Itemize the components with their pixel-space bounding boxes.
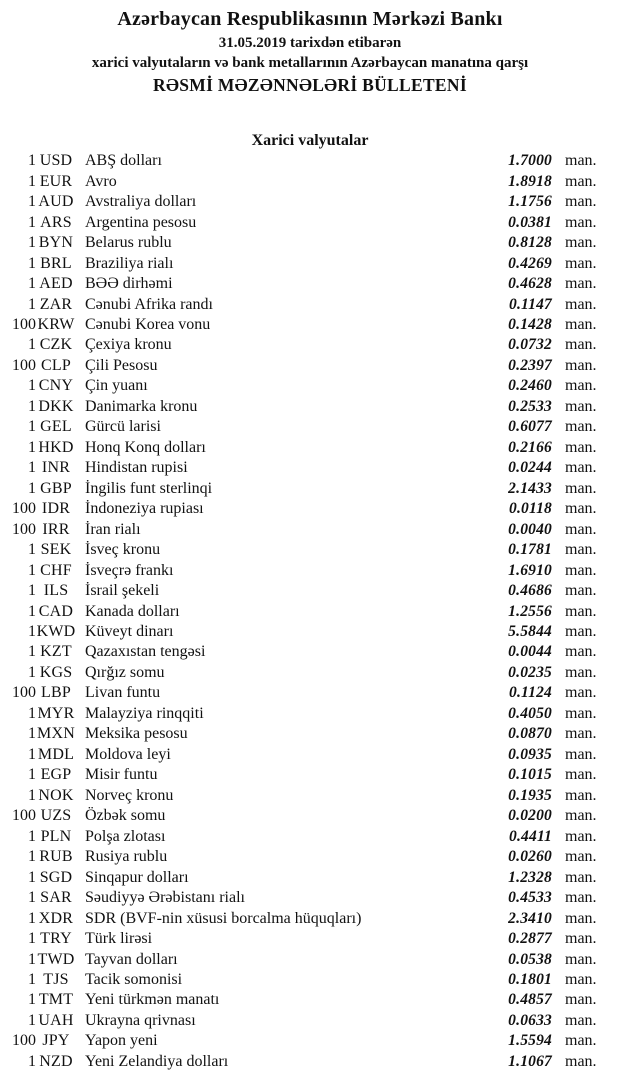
row-quantity: 1 xyxy=(28,889,36,907)
row-currency-name: Yapon yeni xyxy=(85,1032,158,1050)
row-currency-name: Avstraliya dolları xyxy=(85,193,197,211)
row-currency-code: UZS xyxy=(40,807,72,825)
row-rate-value: 2.1433 xyxy=(508,479,552,497)
row-currency-code: JPY xyxy=(42,1032,70,1050)
table-row xyxy=(0,151,613,171)
table-row xyxy=(0,212,613,232)
row-currency-code: DKK xyxy=(38,397,74,415)
row-unit-label: man. xyxy=(565,152,597,170)
row-currency-name: Malayziya rinqqiti xyxy=(85,704,204,722)
row-currency-code: RUB xyxy=(39,848,73,866)
table-row xyxy=(0,601,613,621)
section-title-foreign-currencies: Xarici valyutalar xyxy=(251,132,369,149)
row-rate-value: 1.1756 xyxy=(508,193,552,211)
row-unit-label: man. xyxy=(565,766,597,784)
row-currency-name: Livan funtu xyxy=(85,684,161,702)
row-rate-value: 0.1801 xyxy=(508,970,552,988)
row-currency-code: TRY xyxy=(40,930,72,948)
table-row xyxy=(0,315,613,335)
row-rate-value: 0.1015 xyxy=(508,766,552,784)
row-unit-label: man. xyxy=(565,254,597,272)
table-row xyxy=(0,581,613,601)
table-row xyxy=(0,458,613,478)
row-currency-name: Cənubi Korea vonu xyxy=(85,315,211,333)
row-currency-code: PLN xyxy=(40,827,72,845)
row-rate-value: 1.8918 xyxy=(508,172,552,190)
row-quantity: 1 xyxy=(28,950,36,968)
table-row xyxy=(0,192,613,212)
row-currency-name: Tacik somonisi xyxy=(85,970,183,988)
row-currency-code: GEL xyxy=(40,418,72,436)
row-rate-value: 0.4050 xyxy=(508,704,552,722)
row-currency-code: TJS xyxy=(43,970,69,988)
row-currency-code: KRW xyxy=(37,315,75,333)
row-currency-code: ARS xyxy=(40,213,72,231)
row-currency-name: Rusiya rublu xyxy=(85,848,168,866)
row-unit-label: man. xyxy=(565,336,597,354)
row-unit-label: man. xyxy=(565,970,597,988)
row-rate-value: 0.0870 xyxy=(508,725,552,743)
table-row xyxy=(0,356,613,376)
row-rate-value: 0.2460 xyxy=(508,377,552,395)
row-currency-name: Çili Pesosu xyxy=(85,356,158,374)
subject-line: xarici valyutaların və bank metallarının Azərbaycan manatına qarşı xyxy=(91,55,529,71)
row-quantity: 1 xyxy=(28,438,36,456)
row-unit-label: man. xyxy=(565,623,597,641)
row-unit-label: man. xyxy=(565,479,597,497)
row-currency-name: Ukrayna qrivnası xyxy=(85,1011,196,1029)
row-rate-value: 0.4411 xyxy=(509,827,552,845)
row-unit-label: man. xyxy=(565,663,597,681)
row-quantity: 1 xyxy=(28,377,36,395)
row-quantity: 1 xyxy=(28,623,36,641)
table-row xyxy=(0,683,613,703)
row-unit-label: man. xyxy=(565,848,597,866)
row-quantity: 100 xyxy=(12,684,36,702)
table-row xyxy=(0,1011,613,1031)
table-row xyxy=(0,274,613,294)
row-unit-label: man. xyxy=(565,704,597,722)
row-rate-value: 0.0244 xyxy=(508,459,552,477)
table-row xyxy=(0,540,613,560)
row-quantity: 1 xyxy=(28,704,36,722)
row-unit-label: man. xyxy=(565,889,597,907)
row-quantity: 1 xyxy=(28,172,36,190)
row-currency-code: CZK xyxy=(39,336,73,354)
row-quantity: 1 xyxy=(28,868,36,886)
table-row xyxy=(0,786,613,806)
row-rate-value: 0.0633 xyxy=(508,1011,552,1029)
row-unit-label: man. xyxy=(565,397,597,415)
table-row xyxy=(0,499,613,519)
row-currency-name: Braziliya rialı xyxy=(85,254,174,272)
table-row xyxy=(0,397,613,417)
row-quantity: 1 xyxy=(28,561,36,579)
row-rate-value: 0.0200 xyxy=(508,807,552,825)
row-currency-code: EUR xyxy=(39,172,73,190)
row-currency-name: BƏƏ dirhəmi xyxy=(85,275,173,293)
row-unit-label: man. xyxy=(565,213,597,231)
row-currency-name: İsveçrə frankı xyxy=(85,561,174,579)
table-row xyxy=(0,806,613,826)
row-currency-name: Honq Konq dolları xyxy=(85,438,206,456)
table-row xyxy=(0,438,613,458)
row-currency-code: BYN xyxy=(38,234,74,252)
row-currency-name: Moldova leyi xyxy=(85,745,171,763)
row-currency-name: Hindistan rupisi xyxy=(85,459,188,477)
row-quantity: 1 xyxy=(28,663,36,681)
table-row xyxy=(0,253,613,273)
row-rate-value: 0.8128 xyxy=(508,234,552,252)
row-unit-label: man. xyxy=(565,172,597,190)
row-unit-label: man. xyxy=(565,950,597,968)
row-quantity: 100 xyxy=(12,520,36,538)
row-currency-code: LBP xyxy=(41,684,71,702)
row-quantity: 1 xyxy=(28,725,36,743)
row-unit-label: man. xyxy=(565,275,597,293)
row-unit-label: man. xyxy=(565,807,597,825)
row-currency-name: İran rialı xyxy=(85,520,141,538)
row-currency-code: UAH xyxy=(38,1011,74,1029)
row-currency-name: İndoneziya rupiası xyxy=(85,500,204,518)
row-currency-name: İsveç kronu xyxy=(85,541,161,559)
row-quantity: 1 xyxy=(28,786,36,804)
row-quantity: 1 xyxy=(28,418,36,436)
row-quantity: 100 xyxy=(12,356,36,374)
row-currency-code: CLP xyxy=(41,356,71,374)
row-rate-value: 1.5594 xyxy=(508,1032,552,1050)
row-currency-name: İngilis funt sterlinqi xyxy=(85,479,213,497)
row-quantity: 1 xyxy=(28,234,36,252)
table-row xyxy=(0,1031,613,1051)
row-quantity: 1 xyxy=(28,582,36,600)
row-rate-value: 0.1781 xyxy=(508,541,552,559)
table-row xyxy=(0,908,613,928)
row-currency-name: İsrail şekeli xyxy=(85,582,160,600)
row-unit-label: man. xyxy=(565,356,597,374)
row-unit-label: man. xyxy=(565,193,597,211)
row-quantity: 100 xyxy=(12,1032,36,1050)
row-currency-code: INR xyxy=(41,459,71,477)
row-currency-name: Qazaxıstan tengəsi xyxy=(85,643,206,661)
row-quantity: 1 xyxy=(28,991,36,1009)
row-rate-value: 0.0538 xyxy=(508,950,552,968)
row-unit-label: man. xyxy=(565,500,597,518)
row-unit-label: man. xyxy=(565,868,597,886)
row-currency-name: Avro xyxy=(85,172,117,190)
row-unit-label: man. xyxy=(565,561,597,579)
table-row xyxy=(0,560,613,580)
table-row xyxy=(0,990,613,1010)
row-quantity: 1 xyxy=(28,397,36,415)
table-row xyxy=(0,642,613,662)
row-unit-label: man. xyxy=(565,520,597,538)
row-currency-name: Meksika pesosu xyxy=(85,725,188,743)
row-quantity: 100 xyxy=(12,807,36,825)
row-currency-code: MXN xyxy=(37,725,75,743)
row-currency-code: TMT xyxy=(38,991,74,1009)
table-row xyxy=(0,724,613,744)
row-rate-value: 1.6910 xyxy=(508,561,552,579)
table-row xyxy=(0,867,613,887)
table-row xyxy=(0,970,613,990)
row-currency-code: BRL xyxy=(40,254,72,272)
row-unit-label: man. xyxy=(565,315,597,333)
row-rate-value: 0.4857 xyxy=(508,991,552,1009)
row-rate-value: 0.1124 xyxy=(509,684,552,702)
row-rate-value: 0.4533 xyxy=(508,889,552,907)
row-currency-name: Səudiyyə Ərəbistanı rialı xyxy=(85,889,245,907)
row-unit-label: man. xyxy=(565,418,597,436)
row-unit-label: man. xyxy=(565,459,597,477)
table-row xyxy=(0,826,613,846)
row-currency-code: HKD xyxy=(38,438,74,456)
row-rate-value: 0.1147 xyxy=(509,295,552,313)
rates-table-body xyxy=(0,151,613,1072)
bulletin-title: RƏSMİ MƏZƏNNƏLƏRİ BÜLLETENİ xyxy=(153,75,467,95)
row-quantity: 1 xyxy=(28,152,36,170)
row-rate-value: 0.4269 xyxy=(508,254,552,272)
row-rate-value: 1.7000 xyxy=(508,152,552,170)
row-currency-code: TWD xyxy=(37,950,75,968)
row-rate-value: 1.2556 xyxy=(508,602,552,620)
row-unit-label: man. xyxy=(565,930,597,948)
table-row xyxy=(0,171,613,191)
row-quantity: 1 xyxy=(28,459,36,477)
row-rate-value: 2.3410 xyxy=(508,909,552,927)
row-currency-name: Küveyt dinarı xyxy=(85,623,174,641)
row-currency-code: CNY xyxy=(38,377,74,395)
row-unit-label: man. xyxy=(565,1052,597,1070)
row-currency-code: ZAR xyxy=(39,295,73,313)
row-unit-label: man. xyxy=(565,295,597,313)
row-currency-code: EGP xyxy=(40,766,72,784)
table-row xyxy=(0,519,613,539)
row-unit-label: man. xyxy=(565,438,597,456)
table-row xyxy=(0,1052,613,1072)
table-row xyxy=(0,745,613,765)
row-currency-code: GBP xyxy=(40,479,72,497)
row-quantity: 1 xyxy=(28,1011,36,1029)
row-quantity: 1 xyxy=(28,1052,36,1070)
row-quantity: 1 xyxy=(28,643,36,661)
table-row xyxy=(0,949,613,969)
row-currency-code: IDR xyxy=(41,500,71,518)
row-currency-code: KWD xyxy=(36,623,76,641)
row-quantity: 1 xyxy=(28,745,36,763)
row-currency-code: NZD xyxy=(39,1052,73,1070)
row-currency-code: CAD xyxy=(38,602,74,620)
row-rate-value: 0.2166 xyxy=(508,438,552,456)
row-quantity: 1 xyxy=(28,930,36,948)
row-rate-value: 0.0381 xyxy=(508,213,552,231)
row-unit-label: man. xyxy=(565,725,597,743)
row-currency-name: Cənubi Afrika randı xyxy=(85,295,213,313)
table-row xyxy=(0,704,613,724)
row-currency-name: ABŞ dolları xyxy=(85,152,162,170)
row-quantity: 100 xyxy=(12,315,36,333)
table-row xyxy=(0,294,613,314)
row-quantity: 1 xyxy=(28,848,36,866)
row-rate-value: 0.1428 xyxy=(508,315,552,333)
row-unit-label: man. xyxy=(565,684,597,702)
row-currency-code: AED xyxy=(39,275,73,293)
row-rate-value: 0.6077 xyxy=(508,418,552,436)
row-currency-name: Sinqapur dolları xyxy=(85,868,189,886)
table-row xyxy=(0,376,613,396)
row-currency-name: Argentina pesosu xyxy=(85,213,197,231)
row-quantity: 1 xyxy=(28,541,36,559)
row-quantity: 1 xyxy=(28,213,36,231)
row-rate-value: 0.1935 xyxy=(508,786,552,804)
row-unit-label: man. xyxy=(565,602,597,620)
row-currency-name: Yeni türkmən manatı xyxy=(85,991,220,1009)
document-header xyxy=(0,0,620,97)
row-currency-code: MDL xyxy=(37,745,75,763)
row-currency-name: Özbək somu xyxy=(85,807,166,825)
row-currency-name: Misir funtu xyxy=(85,766,158,784)
bank-name-title: Azərbaycan Respublikasının Mərkəzi Bankı xyxy=(117,8,503,30)
row-quantity: 1 xyxy=(28,602,36,620)
row-rate-value: 0.0732 xyxy=(508,336,552,354)
row-rate-value: 0.2397 xyxy=(508,356,552,374)
table-row xyxy=(0,622,613,642)
table-row xyxy=(0,663,613,683)
row-quantity: 1 xyxy=(28,275,36,293)
row-quantity: 1 xyxy=(28,766,36,784)
row-currency-name: Kanada dolları xyxy=(85,602,180,620)
row-currency-name: Çexiya kronu xyxy=(85,336,172,354)
row-rate-value: 5.5844 xyxy=(508,623,552,641)
table-row xyxy=(0,929,613,949)
table-row xyxy=(0,765,613,785)
row-rate-value: 0.2533 xyxy=(508,397,552,415)
row-currency-code: SAR xyxy=(40,889,72,907)
row-unit-label: man. xyxy=(565,909,597,927)
row-rate-value: 0.2877 xyxy=(508,930,552,948)
row-unit-label: man. xyxy=(565,1032,597,1050)
row-rate-value: 0.0118 xyxy=(509,500,552,518)
row-currency-name: Tayvan dolları xyxy=(85,950,178,968)
row-unit-label: man. xyxy=(565,582,597,600)
row-rate-value: 1.2328 xyxy=(508,868,552,886)
row-currency-code: MYR xyxy=(37,704,75,722)
row-currency-name: Polşa zlotası xyxy=(85,827,166,845)
table-row xyxy=(0,233,613,253)
row-currency-code: SGD xyxy=(39,868,73,886)
row-quantity: 1 xyxy=(28,193,36,211)
row-currency-name: Yeni Zelandiya dolları xyxy=(85,1052,229,1070)
row-currency-name: Norveç kronu xyxy=(85,786,174,804)
row-unit-label: man. xyxy=(565,377,597,395)
row-quantity: 1 xyxy=(28,295,36,313)
row-quantity: 1 xyxy=(28,909,36,927)
row-unit-label: man. xyxy=(565,234,597,252)
row-unit-label: man. xyxy=(565,786,597,804)
row-rate-value: 0.0935 xyxy=(508,745,552,763)
row-rate-value: 1.1067 xyxy=(508,1052,552,1070)
row-currency-name: Qırğız somu xyxy=(85,663,165,681)
row-unit-label: man. xyxy=(565,745,597,763)
row-currency-code: SEK xyxy=(40,541,72,559)
row-currency-name: Belarus rublu xyxy=(85,234,172,252)
row-currency-code: KZT xyxy=(40,643,72,661)
effective-date-line: 31.05.2019 tarixdən etibarən xyxy=(218,35,402,51)
row-currency-code: IRR xyxy=(42,520,70,538)
table-row xyxy=(0,335,613,355)
row-currency-code: NOK xyxy=(38,786,74,804)
row-currency-code: AUD xyxy=(38,193,74,211)
row-currency-code: USD xyxy=(39,152,73,170)
row-currency-code: ILS xyxy=(43,582,69,600)
row-currency-code: CHF xyxy=(40,561,72,579)
row-quantity: 1 xyxy=(28,970,36,988)
row-unit-label: man. xyxy=(565,991,597,1009)
row-currency-code: KGS xyxy=(39,663,73,681)
row-currency-name: Çin yuanı xyxy=(85,377,148,395)
row-currency-name: Gürcü larisi xyxy=(85,418,161,436)
row-rate-value: 0.4628 xyxy=(508,275,552,293)
table-row xyxy=(0,847,613,867)
row-currency-code: XDR xyxy=(38,909,74,927)
row-currency-name: Türk lirəsi xyxy=(85,930,153,948)
row-quantity: 1 xyxy=(28,336,36,354)
row-quantity: 100 xyxy=(12,500,36,518)
row-quantity: 1 xyxy=(28,479,36,497)
row-rate-value: 0.0235 xyxy=(508,663,552,681)
row-unit-label: man. xyxy=(565,1011,597,1029)
row-currency-name: SDR (BVF-nin xüsusi borcalma hüquqları) xyxy=(85,909,362,927)
row-rate-value: 0.0044 xyxy=(508,643,552,661)
row-quantity: 1 xyxy=(28,827,36,845)
row-rate-value: 0.0260 xyxy=(508,848,552,866)
row-rate-value: 0.4686 xyxy=(508,582,552,600)
row-unit-label: man. xyxy=(565,541,597,559)
row-currency-name: Danimarka kronu xyxy=(85,397,198,415)
row-unit-label: man. xyxy=(565,827,597,845)
table-row xyxy=(0,417,613,437)
table-row xyxy=(0,888,613,908)
row-quantity: 1 xyxy=(28,254,36,272)
table-row xyxy=(0,479,613,499)
row-unit-label: man. xyxy=(565,643,597,661)
row-rate-value: 0.0040 xyxy=(508,520,552,538)
